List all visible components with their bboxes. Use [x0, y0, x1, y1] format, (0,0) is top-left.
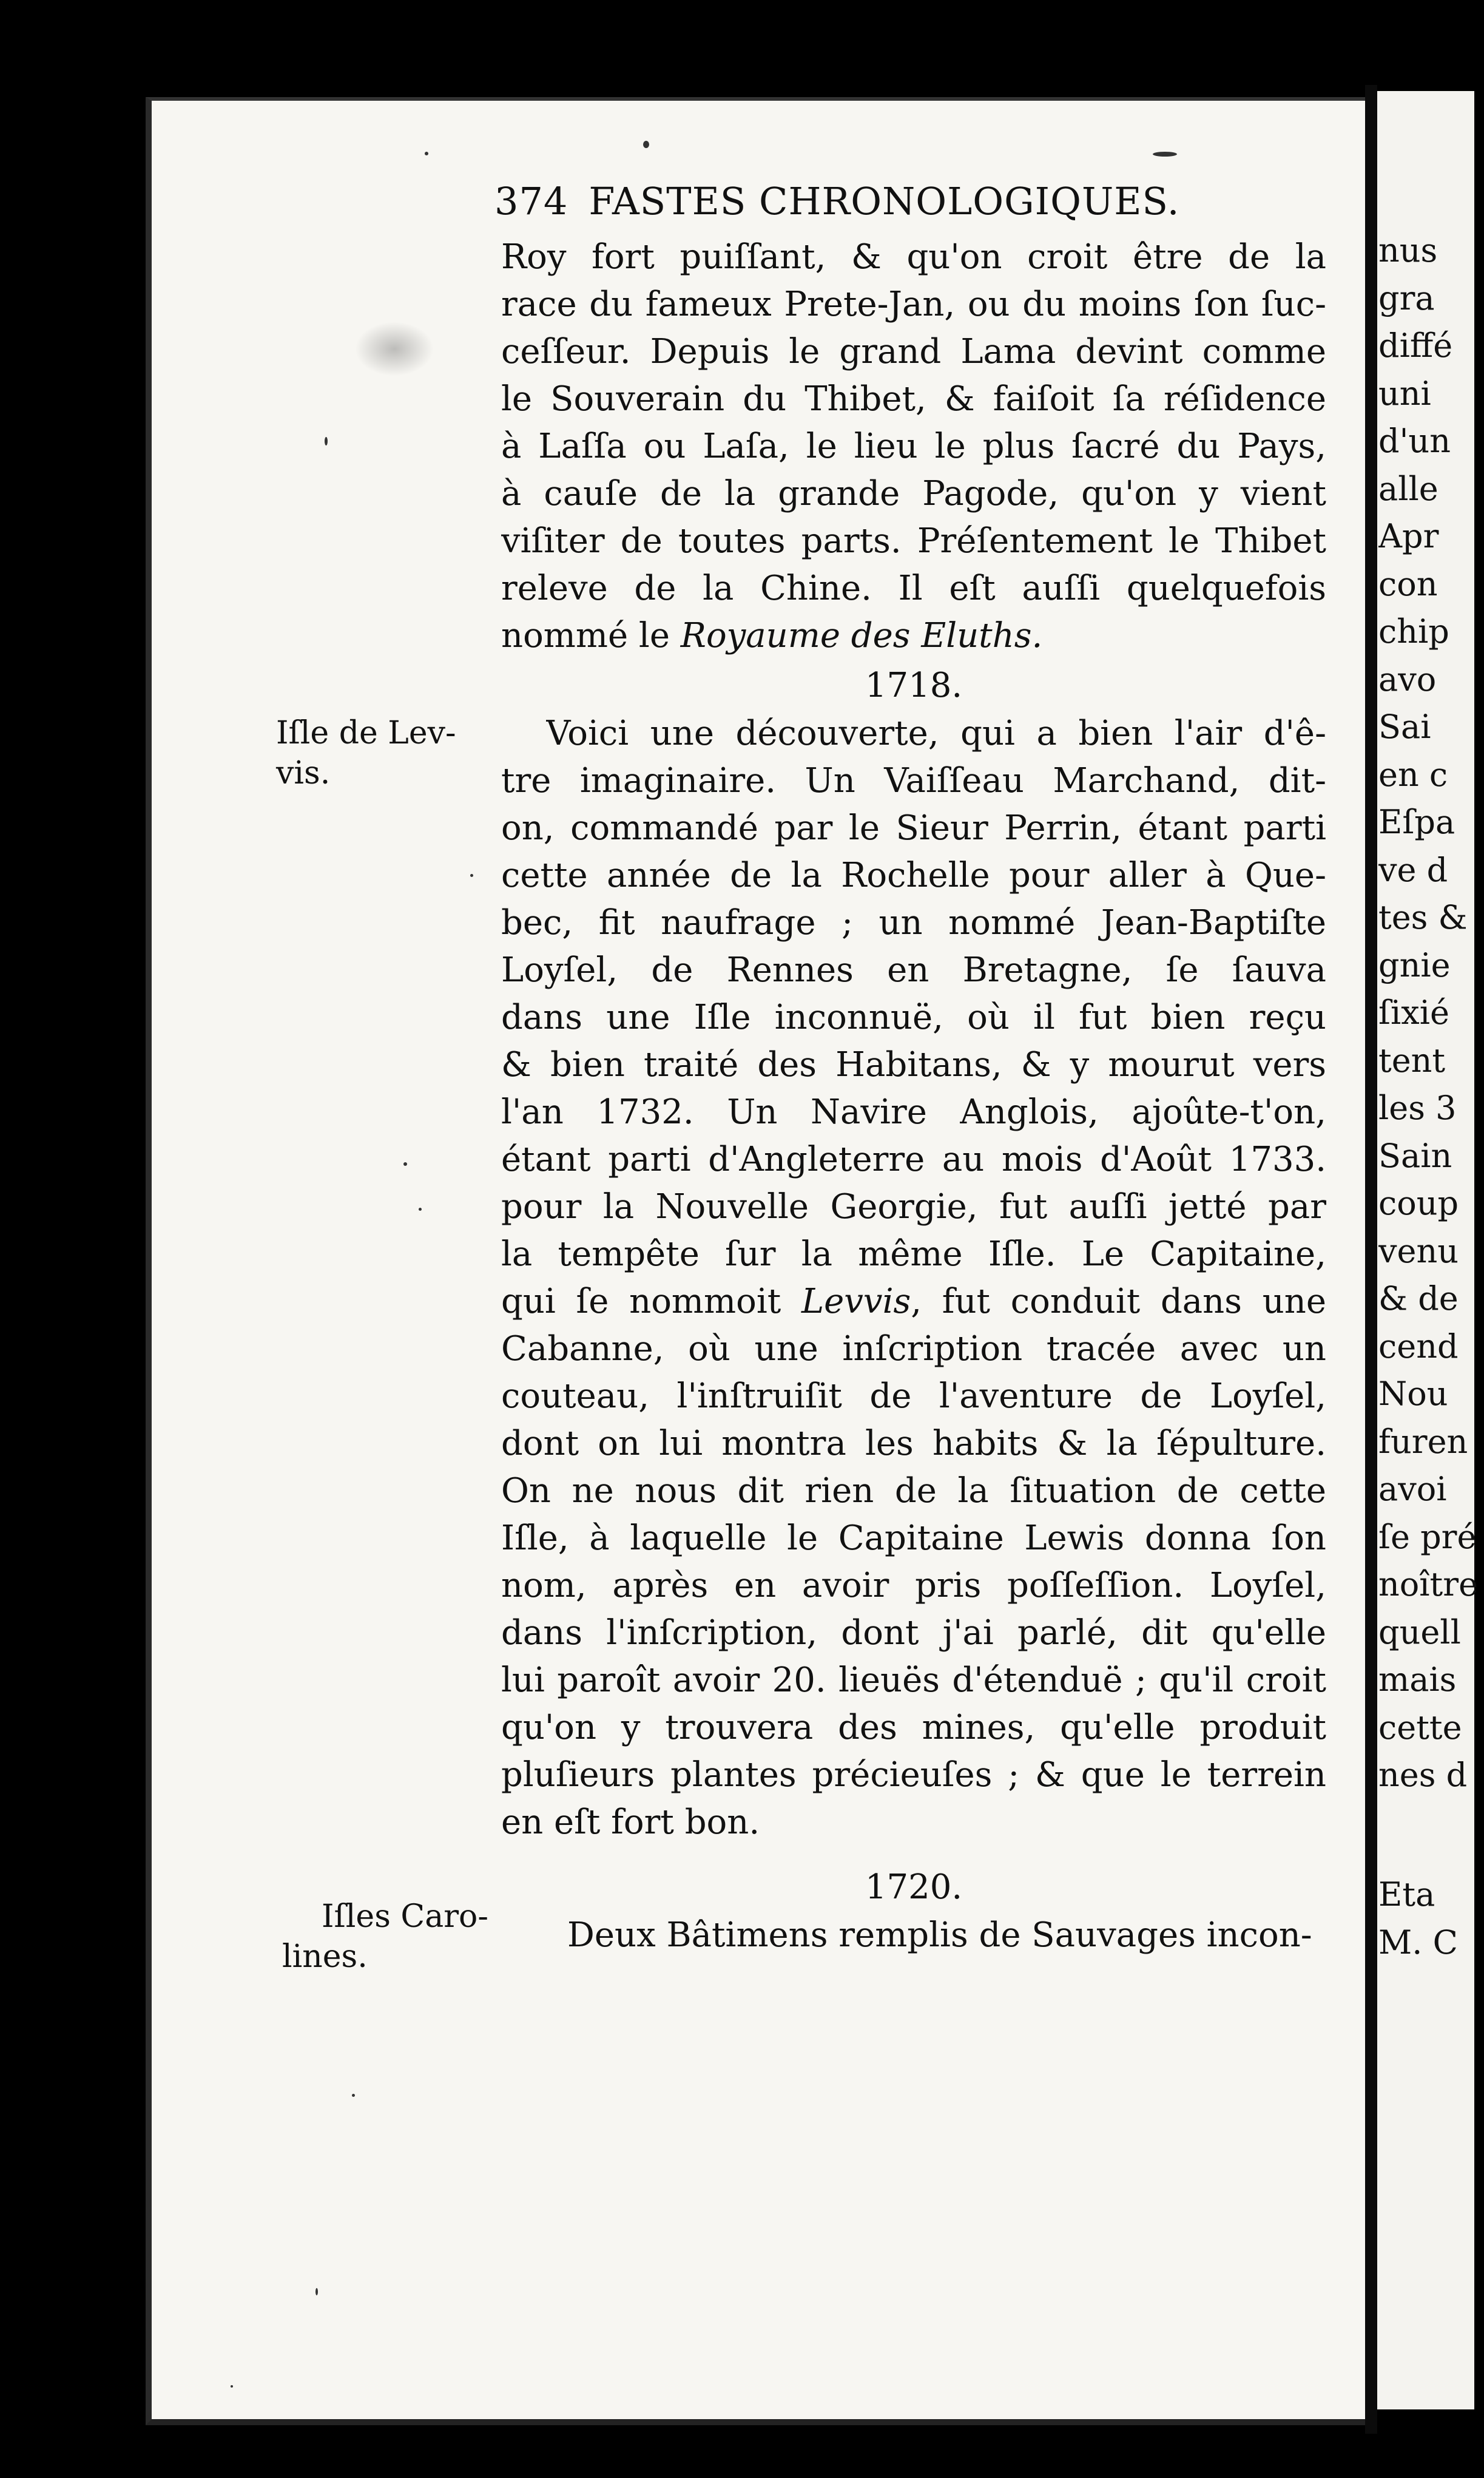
- text-line: dont on lui montra les habits & la ſépulture.: [501, 1424, 1326, 1463]
- text-line: Cabanne, où une inſcription tracée avec un: [501, 1329, 1326, 1369]
- facing-page-fragment: nus: [1378, 231, 1438, 269]
- facing-page-fragment: M. C: [1378, 1923, 1458, 1962]
- text-line: Iſle, à laquelle le Capitaine Lewis donna ſon: [501, 1518, 1326, 1558]
- scan-speck: [352, 2094, 355, 2097]
- scan-speck: [425, 152, 428, 155]
- facing-page-fragment: Sain: [1378, 1137, 1452, 1175]
- facing-page-fragment: ſixié: [1378, 994, 1449, 1032]
- scan-speck: [315, 2288, 318, 2295]
- year-heading: 1718.: [865, 666, 963, 705]
- text-line: releve de la Chine. Il eſt auſſi quelquefois: [501, 569, 1326, 608]
- text-line: nom, après en avoir pris poſſeſſion. Loyſel,: [501, 1566, 1326, 1605]
- facing-page-fragment: avo: [1378, 660, 1437, 699]
- facing-page-fragment: uni: [1378, 374, 1431, 413]
- facing-page-fragment: furen: [1378, 1423, 1468, 1461]
- facing-page-fragment: coup: [1378, 1184, 1459, 1222]
- italic-name: Levvis: [801, 1282, 911, 1321]
- facing-page-fragment: Eta: [1378, 1875, 1435, 1914]
- text-line: Loyſel, de Rennes en Bretagne, ſe ſauva: [501, 950, 1326, 990]
- year-heading: 1720.: [865, 1867, 963, 1907]
- facing-page-fragment: d'un: [1378, 422, 1451, 460]
- text-line: pluſieurs plantes précieuſes ; & que le terrein: [501, 1755, 1326, 1795]
- facing-page-fragment: & de: [1378, 1279, 1459, 1318]
- facing-page-fragment: con: [1378, 565, 1438, 603]
- text-line: Roy fort puiſſant, & qu'on croit être de la: [501, 237, 1326, 277]
- facing-page-fragment: gra: [1378, 279, 1435, 317]
- text-line: on, commandé par le Sieur Perrin, étant parti: [501, 808, 1326, 848]
- facing-page-fragment: les 3: [1378, 1089, 1457, 1127]
- text-line: dans une Iſle inconnuë, où il fut bien reçu: [501, 998, 1326, 1037]
- facing-page-fragment: tes &: [1378, 898, 1468, 936]
- facing-page-fragment: diffé: [1378, 327, 1453, 365]
- scan-speck: [643, 141, 649, 148]
- text-line: dans l'inſcription, dont j'ai parlé, dit qu'elle: [501, 1613, 1326, 1653]
- italic-term: Royaume des Eluths.: [680, 616, 1043, 655]
- scan-speck: [470, 874, 473, 877]
- scan-speck: [1153, 152, 1177, 157]
- facing-page-fragment: ve d: [1378, 851, 1448, 889]
- facing-page-fragment: Nou: [1378, 1375, 1448, 1413]
- text-span: qui ſe nommoit: [501, 1282, 801, 1321]
- text-span: nommé le: [501, 616, 681, 655]
- text-line: [501, 612, 1326, 660]
- text-line: tre imaginaire. Un Vaiſſeau Marchand, dit-: [501, 761, 1326, 801]
- facing-page-fragment: alle: [1378, 470, 1438, 508]
- page-number: 374: [494, 179, 568, 223]
- text-line: lui paroît avoir 20. lieuës d'étenduë ; qu'il croit: [501, 1660, 1326, 1700]
- facing-page-fragment: Sai: [1378, 708, 1431, 746]
- running-head: [494, 177, 1344, 226]
- facing-page-fragment: Apr: [1378, 517, 1439, 555]
- text-line: la tempête ſur la même Iſle. Le Capitaine,: [501, 1234, 1326, 1274]
- scan-speck: [231, 2385, 233, 2388]
- text-line: l'an 1732. Un Navire Anglois, ajoûte-t'on,: [501, 1092, 1326, 1132]
- facing-page-fragment: cend: [1378, 1327, 1459, 1366]
- facing-page-fragment: avoi: [1378, 1470, 1447, 1508]
- scan-speck: [325, 437, 328, 445]
- text-line: Deux Bâtimens remplis de Sauvages incon-: [567, 1915, 1312, 1955]
- text-line: & bien traité des Habitans, & y mourut vers: [501, 1045, 1326, 1085]
- text-line: race du fameux Prete-Jan, ou du moins ſon ſuc-: [501, 285, 1326, 324]
- text-line: On ne nous dit rien de la ſituation de cette: [501, 1471, 1326, 1511]
- page-gutter: [1365, 85, 1377, 2434]
- facing-page-fragment: chip: [1378, 612, 1449, 651]
- text-line: viſiter de toutes parts. Préſentement le Thibet: [501, 521, 1326, 561]
- running-title: FASTES CHRONOLOGIQUES.: [589, 179, 1180, 223]
- text-span: , fut conduit dans une: [911, 1282, 1326, 1321]
- facing-page-fragment: Eſpa: [1378, 803, 1455, 841]
- margin-note-line: Iſle de Lev-: [276, 715, 456, 751]
- facing-page-fragment: mais: [1378, 1660, 1457, 1699]
- text-line: cette année de la Rochelle pour aller à Que-: [501, 856, 1326, 895]
- text-line: qu'on y trouvera des mines, qu'elle produit: [501, 1708, 1326, 1747]
- text-line: ceſſeur. Depuis le grand Lama devint comme: [501, 332, 1326, 371]
- facing-page-fragment: cette: [1378, 1708, 1462, 1747]
- ink-smudge: [355, 322, 434, 376]
- facing-page-fragment: noître: [1378, 1565, 1479, 1603]
- facing-page-fragment: venu: [1378, 1232, 1459, 1270]
- text-line: le Souverain du Thibet, & faiſoit ſa réſidence: [501, 379, 1326, 419]
- text-line: à cauſe de la grande Pagode, qu'on y vient: [501, 474, 1326, 513]
- margin-note-line: vis.: [276, 755, 331, 791]
- text-line: couteau, l'inſtruiſit de l'aventure de Loyſel,: [501, 1376, 1326, 1416]
- margin-note-line: Iſles Caro-: [322, 1898, 488, 1935]
- scan-speck: [403, 1162, 407, 1166]
- text-line: en eſt fort bon.: [501, 1803, 760, 1842]
- facing-page-fragment: quell: [1378, 1613, 1461, 1651]
- text-line: à Laſſa ou Laſa, le lieu le plus ſacré du Pays,: [501, 427, 1326, 466]
- text-line: étant parti d'Angleterre au mois d'Août 1733.: [501, 1140, 1326, 1179]
- text-line: [501, 1278, 1326, 1325]
- text-line: pour la Nouvelle Georgie, fut auſſi jetté par: [501, 1187, 1326, 1227]
- facing-page-fragment: en c: [1378, 756, 1448, 794]
- facing-page-fragment: gnie: [1378, 946, 1451, 984]
- facing-page-fragment: ſe pré: [1378, 1518, 1477, 1556]
- scan-speck: [419, 1208, 422, 1211]
- facing-page-fragment: tent: [1378, 1041, 1446, 1080]
- text-line: Voici une découverte, qui a bien l'air d'ê-: [546, 714, 1326, 753]
- facing-page-fragment: nes d: [1378, 1756, 1468, 1794]
- margin-note-line: lines.: [282, 1938, 368, 1975]
- text-line: bec, fit naufrage ; un nommé Jean-Baptiſte: [501, 903, 1326, 943]
